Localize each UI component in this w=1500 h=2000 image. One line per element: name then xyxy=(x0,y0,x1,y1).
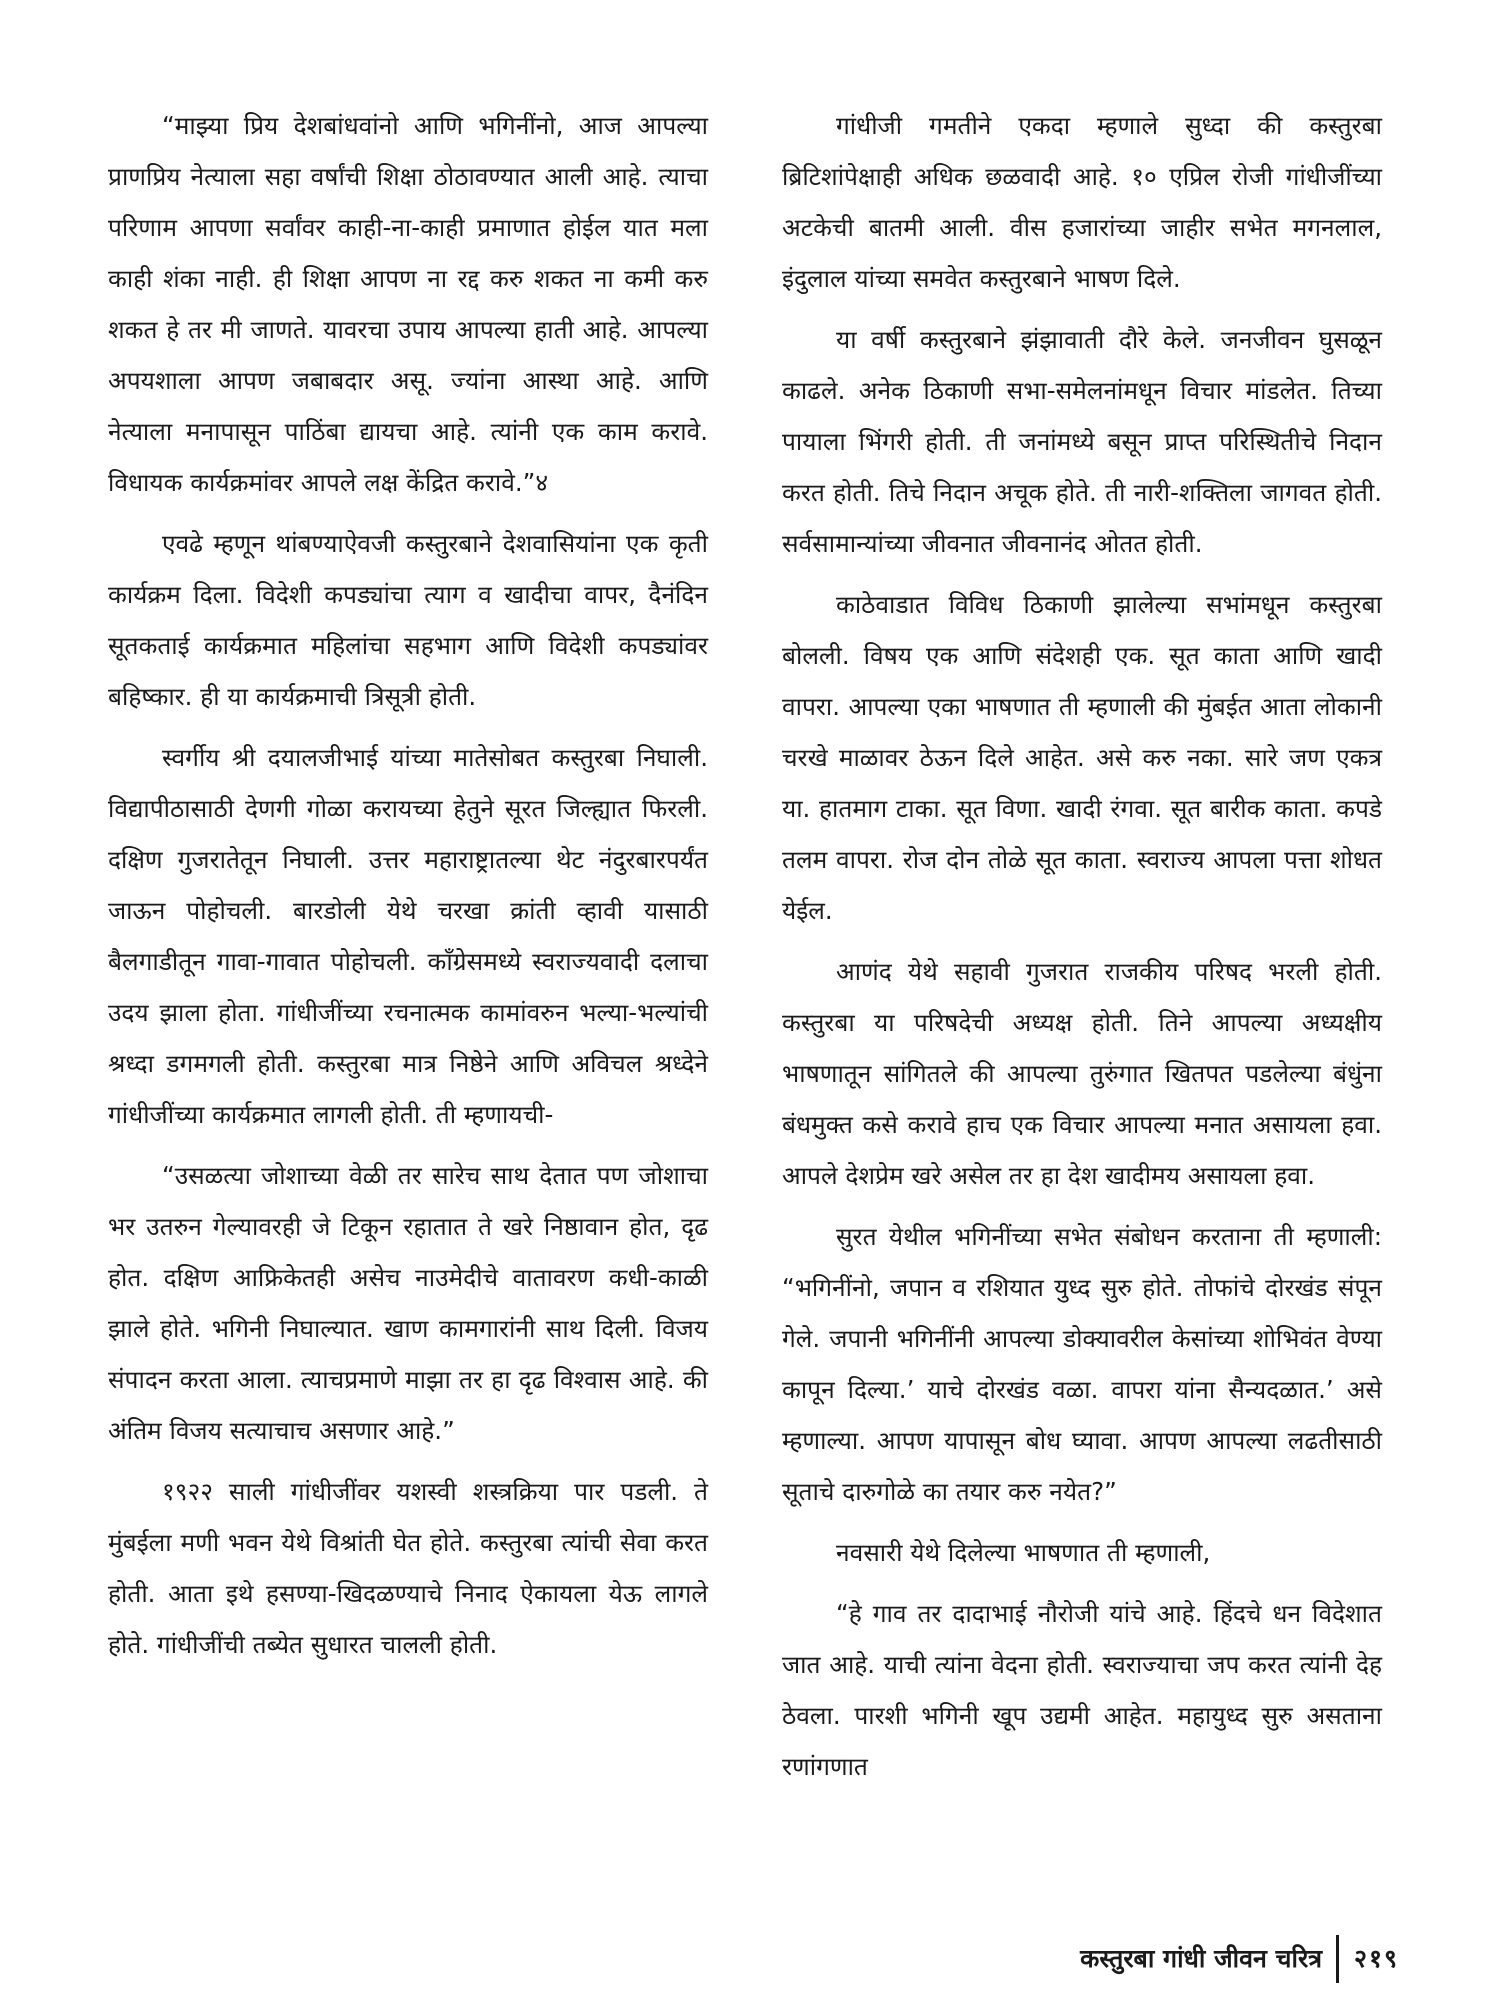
right-paragraph-2: या वर्षी कस्तुरबाने झंझावाती दौरे केले. जनजीवन घुसळून काढले. अनेक ठिकाणी सभा-समेलनांमधून विचार मांडलेत. तिच्या पायाला भिंगरी होती. ती जनांमध्ये बसून प्राप्त परिस्थितीचे निदान करत होती. तिचे निदान अचूक होते. ती नारी-शक्तिला जागवत होती. सर्वसामान्यांच्या जीवनात जीवनानंद ओतत होती. xyxy=(782,325,1382,558)
right-paragraph-1: गांधीजी गमतीने एकदा म्हणाले सुध्दा की कस्तुरबा ब्रिटिशांपेक्षाही अधिक छळवादी आहे. १० एप्रिल रोजी गांधीजींच्या अटकेची बातमी आली. वीस हजारांच्या जाहीर सभेत मगनलाल, इंदुलाल यांच्या समवेत कस्तुरबाने भाषण दिले. xyxy=(782,111,1382,293)
left-paragraph-5: १९२२ साली गांधीजींवर यशस्वी शस्त्रक्रिया पार पडली. ते मुंबईला मणी भवन येथे विश्रांती घेत होते. कस्तुरबा त्यांची सेवा करत होती. आता इथे हसण्या-खिदळण्याचे निनाद ऐकायला येऊ लागले होते. गांधीजींची तब्येत सुधारत चालली होती. xyxy=(108,1477,708,1659)
right-paragraph-6: नवसारी येथे दिलेल्या भाषणात ती म्हणाली, xyxy=(836,1538,1211,1567)
right-paragraph-5: सुरत येथील भगिनींच्या सभेत संबोधन करताना ती म्हणाली: “भगिनींनो, जपान व रशियात युध्द सुरु होते. तोफांचे दोरखंड संपून गेले. जपानी भगिनींनी आपल्या डोक्यावरील केसांच्या शोभिवंत वेण्या कापून दिल्या.’ याचे दोरखंड वळा. वापरा यांना सैन्यदळात.’ असे म्हणाल्या. आपण यापासून बोध घ्यावा. आपण आपल्या लढतीसाठी सूताचे दारुगोळे का तयार करु नयेत?” xyxy=(782,1222,1382,1506)
footer-divider xyxy=(1336,1935,1339,1983)
page-footer xyxy=(0,1935,1500,1985)
right-paragraph-4: आणंद येथे सहावी गुजरात राजकीय परिषद भरली होती. कस्तुरबा या परिषदेची अध्यक्ष होती. तिने आपल्या अध्यक्षीय भाषणातून सांगितले की आपल्या तुरुंगात खितपत पडलेल्या बंधुंना बंधमुक्त कसे करावे हाच एक विचार आपल्या मनात असायला हवा. आपले देशप्रेम खरे असेल तर हा देश खादीमय असायला हवा. xyxy=(782,957,1382,1190)
right-column xyxy=(782,100,1382,1802)
left-paragraph-4: “उसळत्या जोशाच्या वेळी तर सारेच साथ देतात पण जोशाचा भर उतरुन गेल्यावरही जे टिकून रहातात ते खरे निष्ठावान होत, दृढ होत. दक्षिण आफ्रिकेतही असेच नाउमेदीचे वातावरण कधी-काळी झाले होते. भगिनी निघाल्यात. खाण कामगारांनी साथ दिली. विजय संपादन करता आला. त्याचप्रमाणे माझा तर हा दृढ विश्वास आहे. की अंतिम विजय सत्याचाच असणार आहे.” xyxy=(108,1161,708,1445)
right-paragraph-7: “हे गाव तर दादाभाई नौरोजी यांचे आहे. हिंदचे धन विदेशात जात आहे. याची त्यांना वेदना होती. स्वराज्याचा जप करत त्यांनी देह ठेवला. पारशी भगिनी खूप उद्यमी आहेत. महायुध्द सुरु असताना रणांगणात xyxy=(782,1599,1382,1781)
left-paragraph-3: स्वर्गीय श्री दयालजीभाई यांच्या मातेसोबत कस्तुरबा निघाली. विद्यापीठासाठी देणगी गोळा करायच्या हेतुने सूरत जिल्ह्यात फिरली. दक्षिण गुजरातेतून निघाली. उत्तर महाराष्ट्रातल्या थेट नंदुरबारपर्यंत जाऊन पोहोचली. बारडोली येथे चरखा क्रांती व्हावी यासाठी बैलगाडीतून गावा-गावात पोहोचली. कॉंग्रेसमध्ये स्वराज्यवादी दलाचा उदय झाला होता. गांधीजींच्या रचनात्मक कामांवरुन भल्या-भल्यांची श्रध्दा डगमगली होती. कस्तुरबा मात्र निष्ठेने आणि अविचल श्रध्देने गांधीजींच्या कार्यक्रमात लागली होती. ती म्हणायची- xyxy=(108,743,708,1129)
left-paragraph-2: एवढे म्हणून थांबण्याऐवजी कस्तुरबाने देशवासियांना एक कृती कार्यक्रम दिला. विदेशी कपड्यांचा त्याग व खादीचा वापर, दैनंदिन सूतकताई कार्यक्रमात महिलांचा सहभाग आणि विदेशी कपड्यांवर बहिष्कार. ही या कार्यक्रमाची त्रिसूत्री होती. xyxy=(108,529,708,711)
left-column xyxy=(108,100,708,1680)
left-paragraph-1: “माझ्या प्रिय देशबांधवांनो आणि भगिनींनो, आज आपल्या प्राणप्रिय नेत्याला सहा वर्षांची शिक्षा ठोठावण्यात आली आहे. त्याचा परिणाम आपणा सर्वांवर काही-ना-काही प्रमाणात होईल यात मला काही शंका नाही. ही शिक्षा आपण ना रद्द करु शकत ना कमी करु शकत हे तर मी जाणते. यावरचा उपाय आपल्या हाती आहे. आपल्या अपयशाला आपण जबाबदार असू. ज्यांना आस्था आहे. आणि नेत्याला मनापासून पाठिंबा द्यायचा आहे. त्यांनी एक काम करावे. विधायक कार्यक्रमांवर आपले लक्ष केंद्रित करावे.”४ xyxy=(108,111,708,497)
running-book-title: कस्तुरबा गांधी जीवन चरित्र xyxy=(1080,1944,1322,1973)
right-paragraph-3: काठेवाडात विविध ठिकाणी झालेल्या सभांमधून कस्तुरबा बोलली. विषय एक आणि संदेशही एक. सूत काता आणि खादी वापरा. आपल्या एका भाषणात ती म्हणाली की मुंबईत आता लोकानी चरखे माळावर ठेऊन दिले आहेत. असे करु नका. सारे जण एकत्र या. हातमाग टाका. सूत विणा. खादी रंगवा. सूत बारीक काता. कपडे तलम वापरा. रोज दोन तोळे सूत काता. स्वराज्य आपला पत्ता शोधत येईल. xyxy=(782,590,1382,925)
page-number: २१९ xyxy=(1354,1944,1400,1973)
